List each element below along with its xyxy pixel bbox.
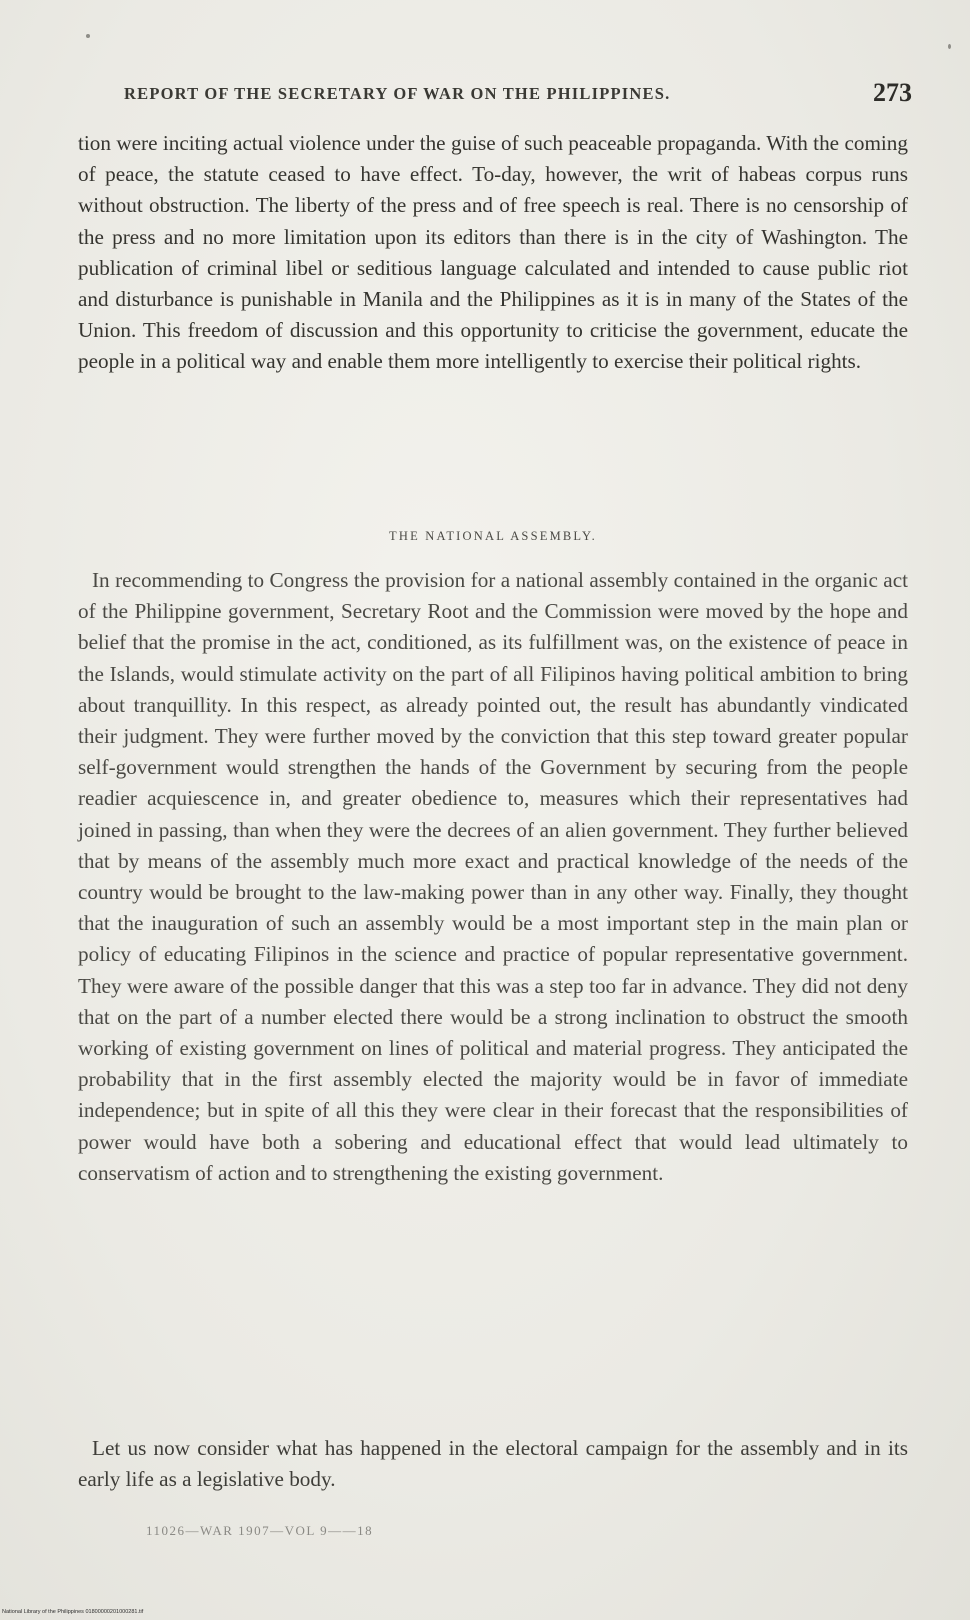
page-header xyxy=(124,78,924,112)
page-number: 273 xyxy=(873,78,912,107)
paragraph-2-block xyxy=(78,565,908,1189)
printer-signature-line: 11026—WAR 1907—VOL 9——18 xyxy=(146,1523,374,1538)
running-head: REPORT OF THE SECRETARY OF WAR ON THE PHILIPPINES. xyxy=(124,84,671,103)
paragraph-1-block xyxy=(78,128,908,378)
paragraph-1: tion were inciting actual violence under the guise of such peaceable propaganda. With the coming of peace, the statute ceased to have effect. To-day, however, the writ of habeas corpus runs without obstruction. The liberty of the press and of free speech is real. There is no censorship of the press and no more limitation upon its editors than there is in the city of Washington. The publication of criminal libel or seditious language calculated and intended to cause public riot and disturbance is punishable in Manila and the Philippines as it is in many of the States of the Union. This freedom of discussion and this opportunity to criticise the government, educate the people in a political way and enable them more intelligently to exercise their political rights. xyxy=(78,131,908,374)
paragraph-2: In recommending to Congress the provision for a national assembly contained in the organic act of the Philippine government, Secretary Root and the Commission were moved by the hope and belief that the promise in the act, conditioned, as its fulfillment was, on the existence of peace in the Islands, would stimulate activity on the part of all Filipinos having political ambition to bring about tranquillity. In this respect, as already pointed out, the result has abundantly vindicated their judgment. They were further moved by the conviction that this step toward greater popular self-government would strengthen the hands of the Government by securing from the people readier acquiescence in, and greater obedience to, measures which their representatives had joined in passing, than when they were the decrees of an alien government. They further believed that by means of the assembly much more exact and practical knowledge of the needs of the country would be brought to the law-making power than in any other way. Finally, they thought that the inauguration of such an assembly would be a most important step in the main plan or policy of educating Filipinos in the science and practice of popular representative government. They were aware of the possible danger that this was a step too far in advance. They did not deny that on the part of a number elected there would be a strong inclination to obstruct the smooth working of existing government on lines of political and material progress. They anticipated the probability that in the first assembly elected the majority would be in favor of immediate independence; but in spite of all this they were clear in their forecast that the responsibilities of power would have both a sobering and educational effect that would lead ultimately to conservatism of action and to strengthening the existing government. xyxy=(78,568,908,1185)
paragraph-3: Let us now consider what has happened in the electoral campaign for the assembly and in its early life as a legislative body. xyxy=(78,1436,908,1492)
scan-speck xyxy=(948,44,951,49)
paragraph-3-block xyxy=(78,1433,908,1495)
scan-speck xyxy=(86,34,90,38)
scan-credit-line: National Library of the Philippines 01800000201000281.tif xyxy=(2,1609,144,1615)
section-heading: THE NATIONAL ASSEMBLY. xyxy=(389,529,597,543)
